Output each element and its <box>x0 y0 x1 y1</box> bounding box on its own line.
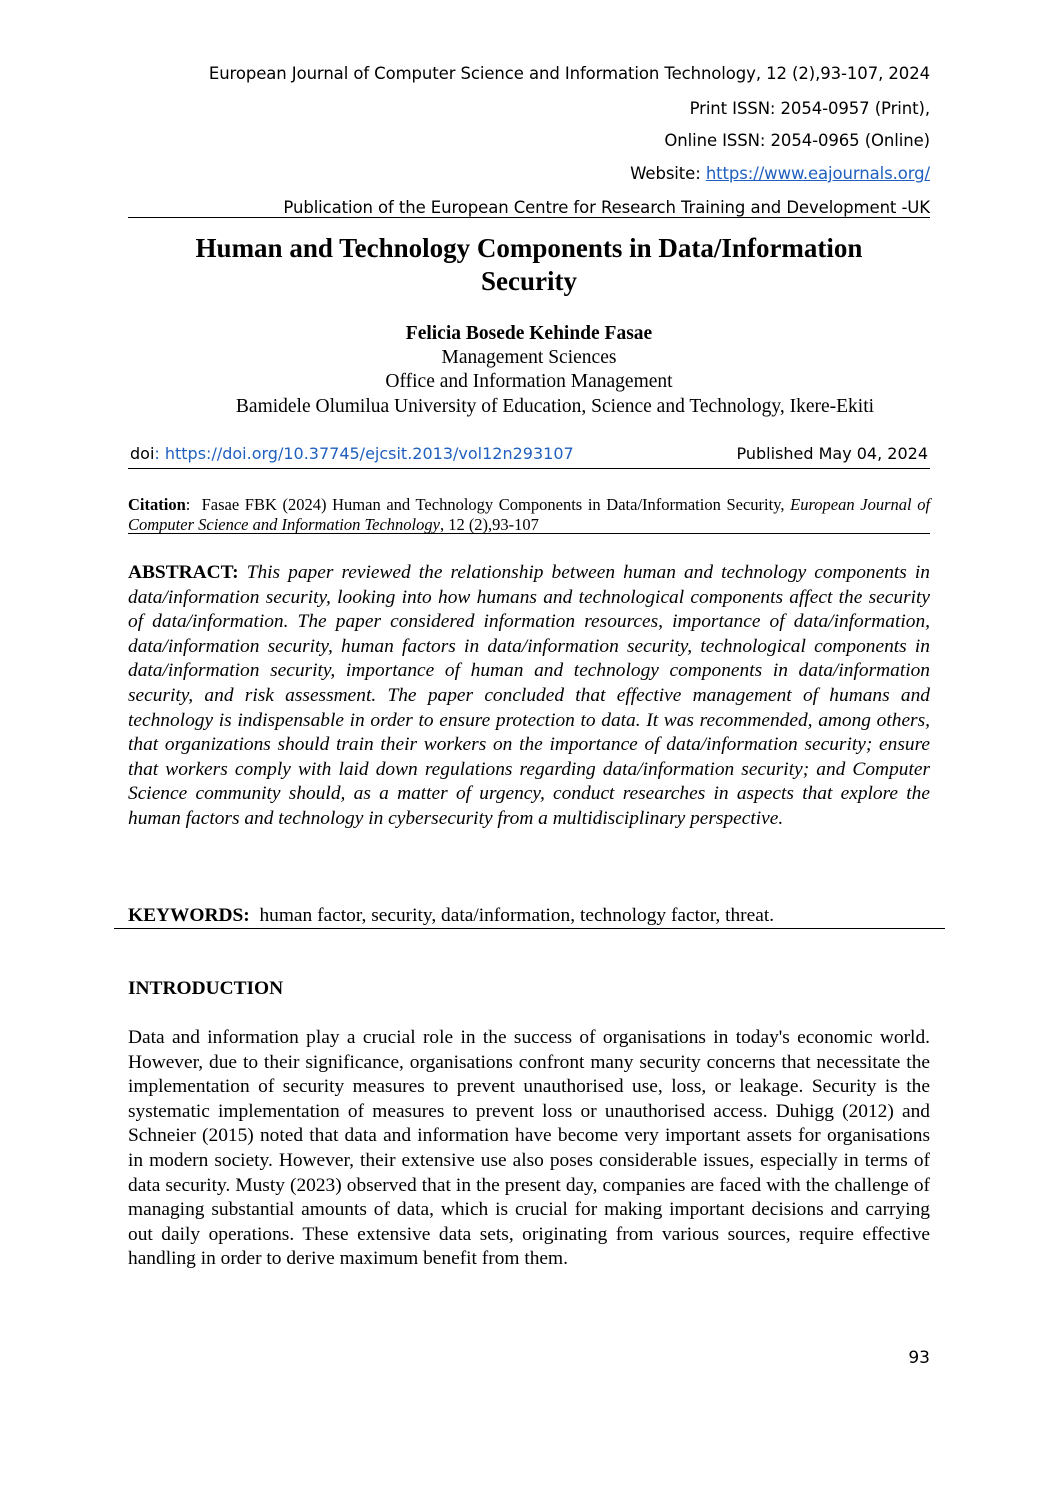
abstract-text: This paper reviewed the relationship between human and technology components in data/information security, looking into how humans and technological components affect the security of data/information. The paper considered information resources, importance of data/information, data/information security, human factors in data/information security, technological components in data/information security, importance of human and technology components in data/information security, and risk assessment. The paper concluded that effective management of humans and technology is indispensable in order to ensure protection to data. It was recommended, among others, that organizations should train their workers on the importance of data/information security; ensure that workers comply with laid down regulations regarding data/information security; and Computer Science community should, as a matter of urgency, conduct researches in aspects that explore the human factors and technology in cybersecurity from a multidisciplinary perspective. <box>128 562 930 829</box>
website-link[interactable]: https://www.eajournals.org/ <box>705 164 930 183</box>
doi-line <box>130 444 574 463</box>
keywords-label: KEYWORDS: <box>128 905 250 926</box>
website-line <box>630 164 930 183</box>
affiliation-dept: Management Sciences <box>441 347 617 368</box>
abstract <box>128 561 930 832</box>
publisher-line: Publication of the European Centre for Research Training and Development -UK <box>283 198 930 217</box>
abstract-label: ABSTRACT: <box>128 562 239 583</box>
introduction-heading: INTRODUCTION <box>128 978 284 999</box>
online-issn: Online ISSN: 2054-0965 (Online) <box>664 131 930 150</box>
introduction-paragraph: Data and information play a crucial role in the success of organisations in today's economic world. However, due to their significance, organisations confront many security concerns that necessitate the implementation of security measures to prevent unauthorised use, loss, or leakage. Security is the systematic implementation of measures to prevent loss or unauthorised access. Duhigg (2012) and Schneier (2015) noted that data and information have become very important assets for organisations in modern society. However, their extensive use also poses considerable issues, especially in terms of data security. Musty (2023) observed that in the present day, companies are faced with the challenge of managing substantial amounts of data, which is crucial for making important decisions and carrying out daily operations. These extensive data sets, originating from various sources, require effective handling in order to derive maximum benefit from them. <box>128 1027 930 1270</box>
keywords-rule <box>114 928 945 929</box>
doi-label: doi <box>130 444 155 463</box>
author-name: Felicia Bosede Kehinde Fasae <box>405 323 653 344</box>
citation-rule <box>128 533 930 534</box>
citation: Citation: Fasae FBK (2024) Human and Technology Components in Data/Information Security, European Journal of Computer Science and Information Technology, 12 (2),93-107 <box>128 495 931 534</box>
print-issn: Print ISSN: 2054-0957 (Print), <box>689 99 930 118</box>
website-label: Website: <box>630 164 706 183</box>
keywords-text: human factor, security, data/information, technology factor, threat. <box>259 905 775 926</box>
doi-link[interactable]: : https://doi.org/10.37745/ejcsit.2013/vol12n293107 <box>154 444 574 463</box>
paper-title <box>128 232 930 298</box>
affiliation-unit: Office and Information Management <box>385 371 673 392</box>
title-line-2: Security <box>481 266 577 296</box>
header-rule <box>128 217 930 218</box>
doi-rule <box>128 468 930 469</box>
citation-label: Citation <box>128 495 186 514</box>
citation-text: Fasae FBK (2024) Human and Technology Components in Data/Information Security, <box>201 495 785 514</box>
affiliation-university: Bamidele Olumilua University of Education, Science and Technology, Ikere-Ekiti <box>235 396 875 417</box>
keywords <box>128 904 930 928</box>
citation-journal: European Journal of Computer Science and Information Technology <box>128 495 931 534</box>
title-line-1: Human and Technology Components in Data/Information <box>195 233 863 263</box>
published-date: Published May 04, 2024 <box>736 444 928 463</box>
journal-citation-line: European Journal of Computer Science and Information Technology, 12 (2),93-107, 2024 <box>208 64 930 83</box>
citation-tail: , 12 (2),93-107 <box>439 514 539 534</box>
page-number: 93 <box>908 1348 930 1368</box>
